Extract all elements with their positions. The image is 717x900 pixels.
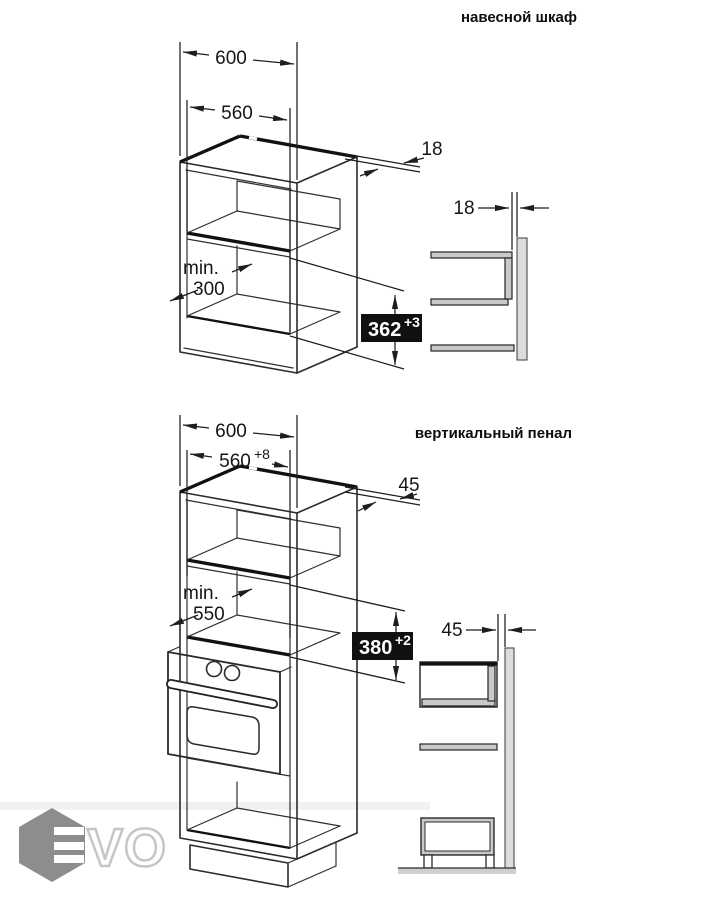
tall-cabinet-dimensions bbox=[170, 415, 420, 683]
top-panel-thickness-dim: 18 bbox=[421, 139, 443, 160]
cabinet-leg-right bbox=[486, 855, 494, 868]
cabinet-leg-left bbox=[424, 855, 432, 868]
bottom-side-gap-dim: 45 bbox=[441, 620, 463, 641]
top-niche-height-value: 362 bbox=[368, 319, 402, 341]
bottom-min-depth-label: min. bbox=[183, 583, 219, 604]
wall-cabinet-side-view bbox=[431, 192, 549, 360]
evo-watermark-logo bbox=[19, 808, 167, 882]
top-min-depth-value: 300 bbox=[193, 279, 225, 300]
bottom-panel-thickness-dim: 45 bbox=[398, 475, 420, 496]
bottom-outer-width-dim: 600 bbox=[215, 421, 247, 442]
tall-cabinet-isometric bbox=[180, 466, 357, 887]
oven-knob-left bbox=[207, 662, 222, 677]
bottom-inner-width-dim: 560 bbox=[219, 451, 251, 472]
top-diagram-title: навесной шкаф bbox=[460, 9, 577, 26]
top-inner-width-dim: 560 bbox=[221, 103, 253, 124]
bottom-diagram-title: вертикальный пенал bbox=[414, 425, 572, 442]
top-side-gap-dim: 18 bbox=[453, 198, 475, 219]
tall-cabinet-side-view bbox=[398, 614, 536, 874]
bottom-niche-height-tolerance: +2 bbox=[395, 632, 411, 648]
top-niche-height-tolerance: +3 bbox=[404, 314, 420, 330]
top-min-depth-label: min. bbox=[183, 258, 219, 279]
bottom-niche-height-value: 380 bbox=[359, 637, 393, 659]
oven-knob-right bbox=[225, 666, 240, 681]
wall-cabinet-isometric bbox=[180, 136, 357, 373]
top-outer-width-dim: 600 bbox=[215, 48, 247, 69]
floor-line bbox=[398, 868, 516, 874]
bottom-inner-width-tolerance: +8 bbox=[254, 446, 270, 462]
watermark-logo-text: VO bbox=[87, 818, 168, 878]
faint-watermark-band bbox=[0, 802, 430, 810]
bottom-min-depth-value: 550 bbox=[193, 604, 225, 625]
